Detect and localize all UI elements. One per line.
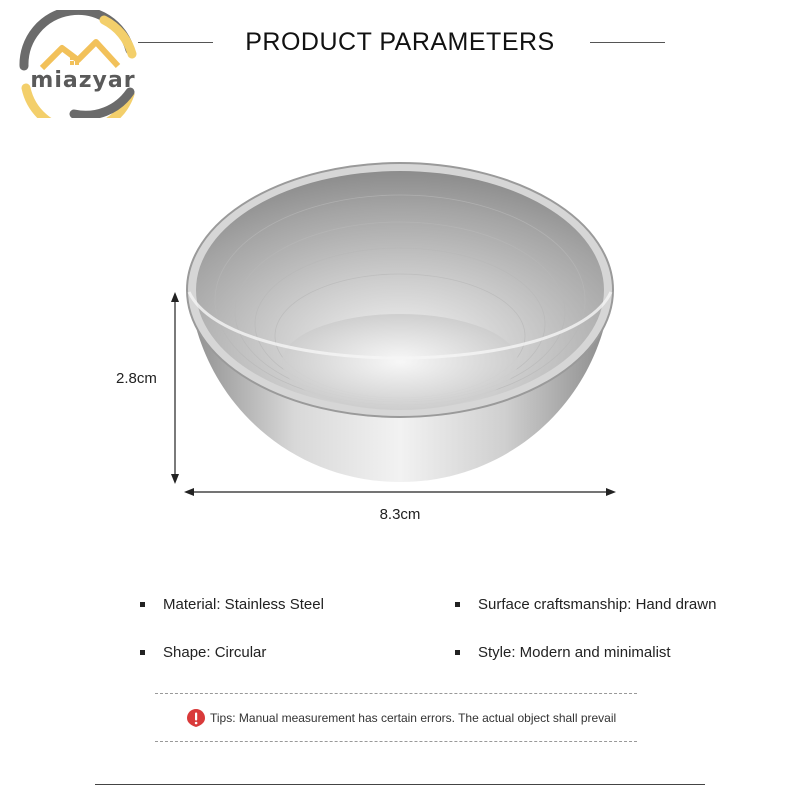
product-image	[150, 150, 650, 510]
bullet-icon	[455, 602, 460, 607]
page-title: PRODUCT PARAMETERS	[245, 28, 555, 56]
brand-logo	[12, 10, 144, 118]
spec-item-style	[455, 644, 671, 661]
width-dimension-label: 8.3cm	[379, 506, 421, 523]
header-rule-right	[590, 42, 665, 43]
spec-label: Material: Stainless Steel	[163, 596, 324, 613]
height-dimension-label: 2.8cm	[116, 370, 157, 387]
spec-label: Style: Modern and minimalist	[478, 644, 671, 661]
warning-icon	[186, 708, 206, 728]
tips-divider-top	[155, 693, 637, 694]
tips-text: Tips: Manual measurement has certain errors. The actual object shall prevail	[210, 711, 617, 725]
tips-note	[186, 708, 616, 728]
spec-label: Surface craftsmanship: Hand drawn	[478, 596, 717, 613]
bullet-icon	[140, 650, 145, 655]
footer-rule	[95, 784, 705, 785]
tips-divider-bottom	[155, 741, 637, 742]
spec-label: Shape: Circular	[163, 644, 267, 661]
spec-item-surface	[455, 596, 716, 613]
brand-name: miazyar	[30, 68, 136, 93]
spec-item-material	[140, 596, 324, 613]
spec-item-shape	[140, 644, 266, 661]
bullet-icon	[140, 602, 145, 607]
bullet-icon	[455, 650, 460, 655]
